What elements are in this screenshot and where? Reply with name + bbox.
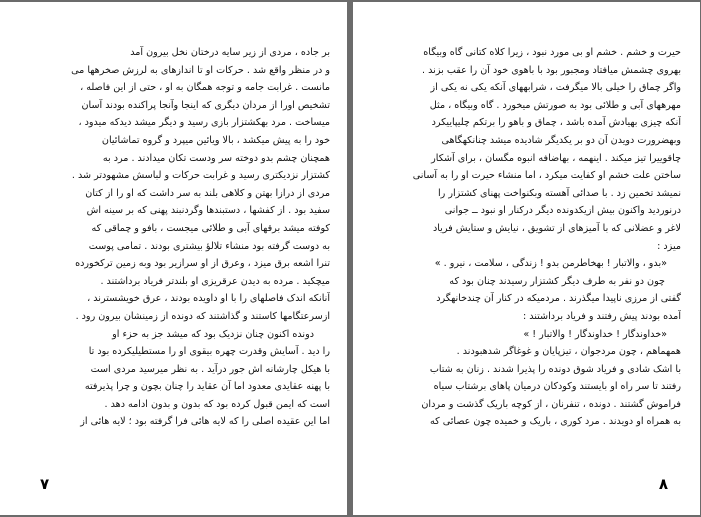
- text-line: سفید بود . از کفشها ، دستبندها وگردنبند پهنی که بر سینه اش: [86, 205, 330, 217]
- text-line: لاغر و عضلانی که با آمیزهای از تشویق ، نیایش و ستایش فریاد: [432, 222, 681, 234]
- text-line: میزد :: [657, 240, 681, 252]
- text-line: رفتند تا سر راه او بایستند وکودکان درمیان پاهای برشتاب سیاه: [433, 381, 681, 393]
- text-line: کشتزار نزدیکتری رسید و غرابت حرکات و لباسش مشهودتر شد .: [71, 170, 330, 182]
- text-line: ازسرعتگامها کاستند و گذاشتند که دونده از زمینشان بیرون رود .: [75, 310, 330, 322]
- text-line: حیرت و خشم . خشم او بی مورد نبود ، زیرا کلاه کتانی گاه وبیگاه: [423, 47, 681, 58]
- page-number: ۸: [658, 475, 668, 493]
- text-line: همهماهم ، چون مردجوان ، تیزپایان و غوغاگر شدهبودند .: [456, 346, 681, 358]
- page-number: ۷: [40, 475, 50, 493]
- text-line: بر جاده ، مردی از زیر سایه درختان نخل بیرون آمد: [130, 47, 330, 58]
- text-line: و در منظر واقع شد . حرکات او تا اندازهای به لرزش صخرهها می: [71, 64, 330, 76]
- text-line: نمیشد تخمین زد . با صدائی آهسته وبکنواخت پهنای کشتزار را: [438, 187, 681, 199]
- quote-line: «خداوندگار ! خداوندگار ! والاتبار ! »: [523, 328, 667, 340]
- text-line: آمده بودند پیش رفتند و فریاد برداشتند :: [522, 310, 681, 322]
- text-line: چون دو نفر به طرف دیگر کشتزار رسیدند چنان بود که: [449, 275, 665, 287]
- text-line: است که ایمن قبول کرده بود که بدون و بدون ادامه دهد .: [104, 398, 330, 410]
- text-line: وبهضرورت دویدن آن دو بر یکدیگر شادیده میشد چنانکهگاهی: [441, 134, 681, 146]
- left-page-body: [30, 44, 330, 431]
- text-line: آنانکه اندک فاصلهای را با او داویده بودند ، عرق خویشسترند ،: [87, 293, 330, 305]
- text-line: آنکه چیزی بهیادش آمده باشد ، چماق و باهو را برتکم چلیپاییکرد: [431, 117, 681, 129]
- text-line: مانست . غرابت جامه و توجه همگان به او ، حتی از این فاصله ،: [80, 82, 330, 94]
- right-page-body: [389, 44, 681, 431]
- text-line: با اشک شادی و فریاد شوق دونده را پذیرا شدند . زنان به شتاب: [429, 363, 681, 375]
- text-line: میچکید . مرده به دیدن عرقریزی او بلندتر فریاد برداشتند .: [100, 275, 330, 287]
- text-line: تنرا اشعه برق میزد ، وعرق از او سرازیر بود وبه زمین ترکخورده: [75, 258, 330, 270]
- text-line: اما این عقیده اصلی را که لایه هائی فرا گرفته بود ؛ لایه هائی از: [80, 416, 330, 428]
- text-line: میساخت . مرد بهکشتزار بازی رسید و دیگر میشد دیدکه میدود ،: [78, 117, 330, 129]
- text-line: ساختن علت خشم او کفایت میکرد ، اما منشاء حیرت او را به آسانی: [412, 170, 681, 182]
- text-line: درنوردید واکنون بیش ازیکدونده دیگر درکنار او نبود ــ جوانی: [444, 205, 681, 217]
- text-line: مردی از درازا بهتن و کلاهی بلند به سر داشت که او را از کتان: [85, 187, 330, 199]
- text-line: با پهنه عقایدی معدود اما آن عقاید را چنان بچون و چرا پذیرفته: [84, 381, 330, 393]
- left-page: [0, 2, 347, 515]
- text-line: تشخیص اورا از مردان دیگری که اینجا وآنجا پراکنده بودند آسان: [81, 99, 330, 111]
- text-line: گفتی از مرزی ناپیدا میگذرند . مردمیکه در کنار آن چندخانهگرد: [436, 293, 681, 305]
- text-line: را دید . آسایش وقدرت چهره بیقوی او را مستطیلیکرده بود تا: [88, 346, 330, 358]
- text-line: دونده اکنون چنان نزدیک بود که میشد جز به حزء او: [112, 328, 314, 340]
- text-line: بهروی چشمش میافتاد ومجبور بود با باهوی خود آن را عقب بزند .: [422, 64, 681, 76]
- quote-line: «بدو ، والاتبار ! بهخاطرمن بدو ! زندگی ، سلامت ، نیرو . »: [434, 258, 667, 270]
- text-line: به دوست گرفته بود منشاء تلالؤ بیشتری بودند . تمامی پوست: [88, 240, 330, 252]
- text-line: به همراه او دویدند . مرد کوری ، باریک و خمیده چون عصائی که: [429, 416, 681, 428]
- text-line: با هیکل چارشانه اش جور درآید . به نظر میرسید مردی است: [90, 363, 330, 375]
- text-line: همچنان چشم بدو دوخته سر ودست تکان میدادند . مرد به: [102, 152, 330, 164]
- right-page: [353, 2, 700, 515]
- text-line: خود را به پیش میکشد ، بالا ویائین میپرد و گروه تماشائیان: [101, 134, 330, 146]
- text-line: واگر چماق را خیلی بالا میگرفت ، شرابههای آنکه یکی نه یکی از: [430, 82, 681, 94]
- text-line: کوفته میشد برقهای آبی و طلائی میجست ، بافو و چماقی که: [91, 222, 330, 234]
- text-line: فراموش گشتند . دونده ، تنفرنان ، از کوچه باریک گذشت و مردان: [421, 398, 681, 410]
- text-line: چاقوییرا تیز میکند . اینهمه ، بهاضافه انبوه مگسان ، برای آشکار: [431, 152, 681, 164]
- text-line: مهرههای آبی و طلائی بود به صورتش میخورد . گاه وبیگاه ، مثل: [429, 99, 681, 111]
